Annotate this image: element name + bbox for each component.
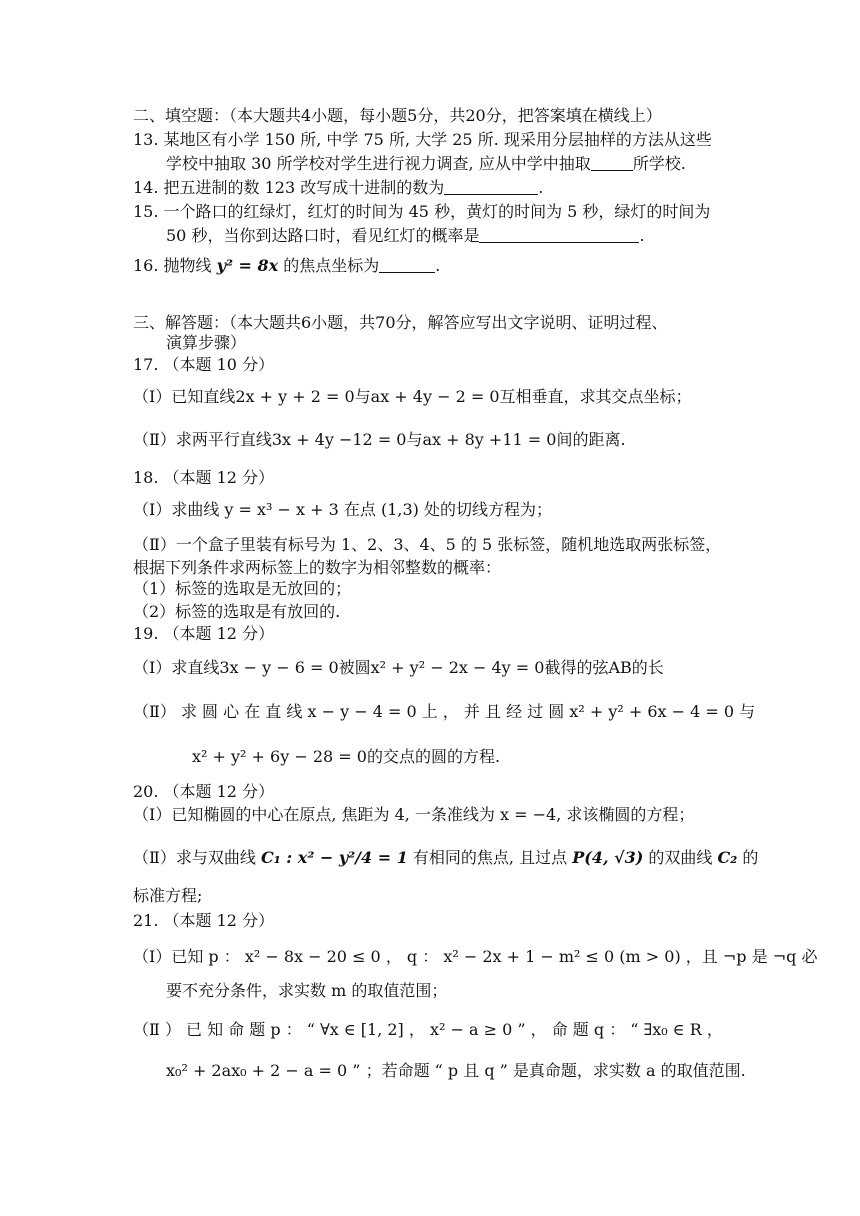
- q16-line: [133, 254, 440, 278]
- q14-text: 14. 把五进制的数 123 改写成十进制的数为: [133, 178, 445, 197]
- q20-hyperbola-c1: C₁ : x² − y²/4 = 1: [260, 848, 408, 867]
- q15-suffix: .: [639, 226, 645, 245]
- q18-title: 18. （本题 12 分）: [133, 468, 275, 487]
- q21-part2-line1: （Ⅱ ） 已 知 命 题 p ： “ ∀x ∈ [1, 2] ， x² − a ≥ 0 ” ， 命 题 q ： “ ∃x₀ ∈ R ，: [133, 1020, 723, 1039]
- q21-part1-line2: 要不充分条件，求实数 m 的取值范围；: [166, 981, 448, 1000]
- q13-line2: [166, 152, 686, 176]
- q16-text2: 的焦点坐标为: [283, 256, 380, 275]
- q17-part1: （Ⅰ）已知直线2x + y + 2 = 0与ax + 4y − 2 = 0互相垂直，求其交点坐标；: [133, 387, 692, 406]
- q15-answer-blank: [479, 226, 639, 243]
- q15-text: 50 秒，当你到达路口时，看见红灯的概率是: [166, 226, 480, 245]
- q18-part2-line2: 根据下列条件求两标签上的数字为相邻整数的概率：: [133, 558, 502, 577]
- q20-title: 20. （本题 12 分）: [133, 782, 275, 801]
- q19-title: 19. （本题 12 分）: [133, 624, 275, 643]
- q20-text-d: 的: [742, 848, 759, 867]
- q14-suffix: .: [538, 178, 544, 197]
- q13-answer-blank: [591, 154, 633, 171]
- q13-text: 学校中抽取 30 所学校对学生进行视力调查, 应从中学中抽取: [166, 154, 591, 173]
- section3-heading-line1: 三、解答题：（本大题共6小题，共70分，解答应写出文字说明、证明过程、: [133, 313, 668, 332]
- q21-title: 21. （本题 12 分）: [133, 911, 275, 930]
- q17-part2: （Ⅱ）求两平行直线3x + 4y −12 = 0与ax + 8y +11 = 0间的距离.: [133, 430, 626, 449]
- q18-condition1: （1）标签的选取是无放回的；: [133, 579, 352, 598]
- q19-part2-line1: （Ⅱ） 求 圆 心 在 直 线 x − y − 4 = 0 上 ， 并 且 经 过 圆 x² + y² + 6x − 4 = 0 与: [133, 702, 756, 721]
- q14-answer-blank: [444, 178, 538, 195]
- q20-part2-line1: [133, 846, 758, 870]
- q15-line1: 15. 一个路口的红绿灯，红灯的时间为 45 秒，黄灯的时间为 5 秒，绿灯的时间为: [133, 202, 711, 221]
- q18-part1: （Ⅰ）求曲线 y = x³ − x + 3 在点 (1,3) 处的切线方程为；: [133, 500, 553, 519]
- q21-part2-line2: x₀² + 2ax₀ + 2 − a = 0 ” ；若命题 “ p 且 q ” 是真命题，求实数 a 的取值范围.: [166, 1061, 746, 1080]
- q13-suffix: 所学校.: [632, 154, 686, 173]
- q16-answer-blank: [379, 256, 435, 273]
- q20-text-c: 的双曲线: [648, 848, 713, 867]
- q18-condition2: （2）标签的选取是有放回的.: [133, 602, 341, 621]
- q20-text-b: 有相同的焦点, 且过点: [412, 848, 568, 867]
- q16-text: 16. 抛物线: [133, 256, 212, 275]
- q19-part2-line2: x² + y² + 6y − 28 = 0的交点的圆的方程.: [192, 747, 501, 766]
- q21-part1-line1: （Ⅰ）已知 p ： x² − 8x − 20 ≤ 0 ， q ： x² − 2x + 1 − m² ≤ 0 (m > 0) ，且 ¬p 是 ¬q 必: [133, 947, 818, 966]
- q16-suffix: .: [435, 256, 441, 275]
- q13-line1: 13. 某地区有小学 150 所, 中学 75 所, 大学 25 所. 现采用分层抽样的方法从这些: [133, 130, 712, 149]
- q20-point-p: P(4, √3): [572, 848, 644, 867]
- q16-formula: y² = 8x: [216, 256, 279, 275]
- q20-hyperbola-c2: C₂: [717, 848, 738, 867]
- q17-title: 17. （本题 10 分）: [133, 355, 275, 374]
- q20-part1: （Ⅰ）已知椭圆的中心在原点, 焦距为 4, 一条准线为 x = −4, 求该椭圆的方程；: [133, 805, 695, 824]
- q15-line2: [166, 224, 645, 248]
- q19-part1: （Ⅰ）求直线3x − y − 6 = 0被圆x² + y² − 2x − 4y = 0截得的弦AB的长: [133, 658, 664, 677]
- q20-text-a: （Ⅱ）求与双曲线: [133, 848, 256, 867]
- q14-line: [133, 176, 543, 200]
- section3-heading-line2: 演算步骤）: [166, 333, 247, 352]
- section2-heading: 二、填空题：（本大题共4小题，每小题5分，共20分，把答案填在横线上）: [133, 106, 662, 125]
- q18-part2-line1: （Ⅱ）一个盒子里装有标号为 1、2、3、4、5 的 5 张标签，随机地选取两张标签，: [133, 535, 722, 554]
- q20-part2-line2: 标准方程;: [133, 886, 203, 905]
